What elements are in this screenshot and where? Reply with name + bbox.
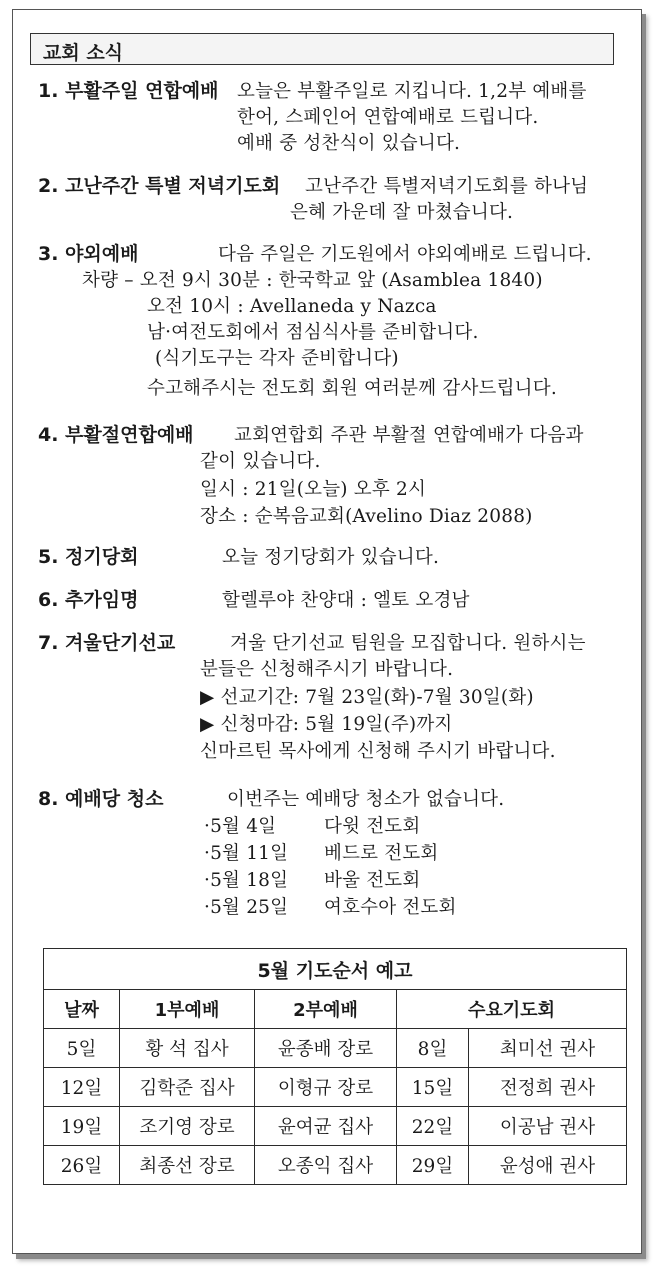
item-line: 수고해주시는 전도회 회원 여러분께 감사드립니다. (147, 378, 557, 399)
item-line: 할렐루야 찬양대 : 엘토 오경남 (222, 590, 470, 611)
item-title-session-meeting: 5. 정기당회 (38, 546, 139, 568)
cleaning-date: ·5월 11일 (204, 843, 289, 864)
item-line: (식기도구는 각자 준비합니다) (155, 348, 399, 369)
table-cell: 오종익 집사 (255, 1146, 397, 1185)
column-header-date: 날짜 (44, 990, 120, 1029)
table-cell: 19일 (44, 1107, 120, 1146)
table-row (44, 1029, 627, 1068)
table-cell: 12일 (44, 1068, 120, 1107)
item-line: 교회연합회 주관 부활절 연합예배가 다음과 (234, 425, 584, 446)
table-cell: 최종선 장로 (120, 1146, 255, 1185)
section-header-title: 교회 소식 (43, 42, 124, 64)
table-cell: 이공남 권사 (469, 1107, 627, 1146)
item-line: ▶ 선교기간: 7월 23일(화)-7월 30일(화) (200, 687, 534, 708)
item-title-winter-mission: 7. 겨울단기선교 (38, 632, 176, 654)
cleaning-group: 여호수아 전도회 (324, 897, 457, 918)
column-header-first-service: 1부예배 (120, 990, 255, 1029)
table-cell: 윤종배 장로 (255, 1029, 397, 1068)
table-cell: 22일 (397, 1107, 469, 1146)
table-cell: 윤여균 집사 (255, 1107, 397, 1146)
item-title-appointment: 6. 추가임명 (38, 589, 139, 611)
item-line: 고난주간 특별저녁기도회를 하나님 (305, 176, 589, 197)
prayer-schedule-table (43, 948, 627, 1185)
table-cell: 이형규 장로 (255, 1068, 397, 1107)
item-line: 다음 주일은 기도원에서 야외예배로 드립니다. (218, 244, 592, 265)
column-header-wednesday-prayer: 수요기도회 (397, 990, 627, 1029)
table-row (44, 1107, 627, 1146)
cleaning-group: 베드로 전도회 (324, 843, 439, 864)
item-line: 오전 10시 : Avellaneda y Nazca (147, 296, 437, 317)
item-line: 예배 중 성찬식이 있습니다. (237, 133, 461, 154)
item-line: 남·여전도회에서 점심식사를 준비합니다. (147, 322, 479, 343)
table-cell: 26일 (44, 1146, 120, 1185)
item-line: 겨울 단기선교 팀원을 모집합니다. 원하시는 (230, 633, 586, 654)
cleaning-group: 바울 전도회 (324, 870, 421, 891)
item-line: 같이 있습니다. (200, 451, 321, 472)
table-cell: 최미선 권사 (469, 1029, 627, 1068)
table-cell: 15일 (397, 1068, 469, 1107)
cleaning-group: 다윗 전도회 (324, 816, 421, 837)
item-line: 장소 : 순복음교회(Avelino Diaz 2088) (200, 506, 533, 527)
table-cell: 5일 (44, 1029, 120, 1068)
table-row (44, 1146, 627, 1185)
item-title-easter-service: 1. 부활주일 연합예배 (38, 80, 219, 102)
column-header-second-service: 2부예배 (255, 990, 397, 1029)
table-row (44, 1068, 627, 1107)
item-line: 이번주는 예배당 청소가 없습니다. (227, 789, 505, 810)
item-line: 한어, 스페인어 연합예배로 드립니다. (237, 107, 539, 128)
item-line: 차량 – 오전 9시 30분 : 한국학교 앞 (Asamblea 1840) (82, 270, 543, 291)
item-title-union-easter-service: 4. 부활절연합예배 (38, 424, 194, 446)
item-line: 오늘은 부활주일로 지킵니다. 1,2부 예배를 (237, 81, 587, 102)
cleaning-date: ·5월 25일 (204, 897, 289, 918)
section-header (30, 33, 614, 65)
table-cell: 29일 (397, 1146, 469, 1185)
table-title: 5월 기도순서 예고 (44, 949, 627, 990)
item-line: 은혜 가운데 잘 마쳤습니다. (290, 202, 514, 223)
item-line: ▶ 신청마감: 5월 19일(주)까지 (200, 714, 453, 735)
item-line: 분들은 신청해주시기 바랍니다. (200, 659, 454, 680)
table-cell: 조기영 장로 (120, 1107, 255, 1146)
cleaning-date: ·5월 18일 (204, 870, 289, 891)
table-cell: 김학준 집사 (120, 1068, 255, 1107)
item-title-outdoor-service: 3. 야외예배 (38, 243, 139, 265)
table-cell: 황 석 집사 (120, 1029, 255, 1068)
item-title-cleaning: 8. 예배당 청소 (38, 788, 164, 810)
table-cell: 8일 (397, 1029, 469, 1068)
item-title-passion-week-prayer: 2. 고난주간 특별 저녁기도회 (38, 175, 281, 197)
item-line: 일시 : 21일(오늘) 오후 2시 (200, 479, 427, 500)
table-cell: 전정희 권사 (469, 1068, 627, 1107)
item-line: 신마르틴 목사에게 신청해 주시기 바랍니다. (200, 741, 556, 762)
item-line: 오늘 정기당회가 있습니다. (222, 547, 440, 568)
cleaning-date: ·5월 4일 (204, 816, 277, 837)
table-cell: 윤성애 권사 (469, 1146, 627, 1185)
